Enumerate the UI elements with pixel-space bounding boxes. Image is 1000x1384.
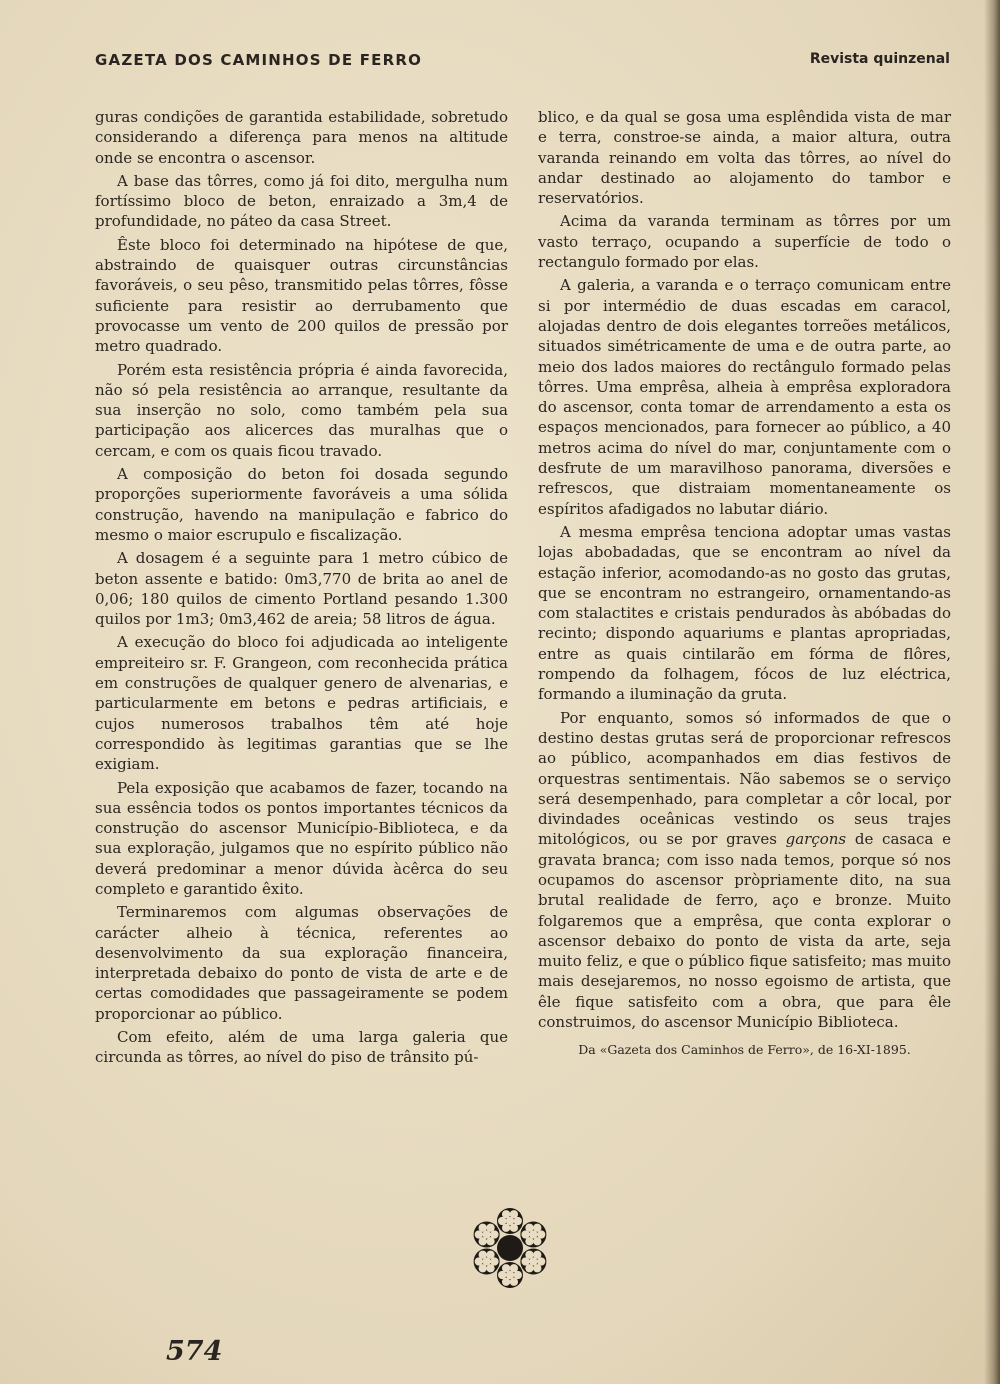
paragraph: A dosagem é a seguinte para 1 metro cúbico de beton assente e batido: 0m3,770 de brita ao anel de 0,06; 180 quilos de cimento Portland pesando 1.300 quilos por 1m3; 0m3,462 de areia; 58 litros de água.	[95, 549, 508, 629]
left-column	[95, 107, 508, 1071]
paragraph: blico, e da qual se gosa uma esplêndida vista de mar e terra, constroe-se ainda, a maior altura, outra varanda reinando em volta das tôrres, ao nível do andar destinado ao alojamento do tambor e reservatórios.	[538, 108, 951, 208]
paragraph: A execução do bloco foi adjudicada ao inteligente empreiteiro sr. F. Grangeon, com reconhecida prática em construções de qualquer genero de alvenarias, e particularmente em betons e pedras artificiais, e cujos numerosos trabalhos têm até hoje correspondido às legitimas garantias que se lhe exigiam.	[95, 633, 508, 774]
paragraph: Com efeito, além de uma larga galeria que circunda as tôrres, ao nível do piso de trânsito pú-	[95, 1028, 508, 1067]
paragraph: Acima da varanda terminam as tôrres por um vasto terraço, ocupando a superfície de todo o rectangulo formado por elas.	[538, 212, 951, 272]
wire-rope-cross-section-icon	[470, 1204, 550, 1292]
paragraph: Pela exposição que acabamos de fazer, tocando na sua essência todos os pontos importantes técnicos da construção do ascensor Município-Biblioteca, e da sua exploração, julgamos que no espírito público não deverá predominar a menor dúvida àcêrca do seu completo e garantido êxito.	[95, 778, 508, 898]
page-number: 574	[166, 1336, 223, 1367]
paragraph: A base das tôrres, como já foi dito, mergulha num fortíssimo bloco de beton, enraizado a 3m,4 de profundidade, no páteo da casa Street.	[95, 171, 508, 231]
paragraph	[538, 708, 951, 1033]
paragraph: A composição do beton foi dosada segundo proporções superiormente favoráveis a uma sólida construção, havendo na manipulação e fabrico do mesmo o maior escrupulo e fiscalização.	[95, 465, 508, 544]
paragraph: Êste bloco foi determinado na hipótese de que, abstraindo de quaisquer outras circunstâncias favoráveis, o seu pêso, transmitido pelas tôrres, fôsse suficiente para resistir ao derrubamento que provocasse um vento de 200 quilos de pressão por metro quadrado.	[95, 235, 508, 356]
paragraph-text: de casaca e gravata branca; com isso nada temos, porque só nos ocupamos do ascensor pròpriamente dito, na sua brutal realidade de ferro, aço e bronze. Muito folgaremos que a emprêsa, que conta explorar o ascensor debaixo do ponto de vista da arte, seja muito feliz, e que o público fique satisfeito; mas muito mais desejaremos, no nosso egoismo de artista, que êle fique satisfeito com a obra, que para êle construimos, do ascensor Município Biblioteca.	[538, 830, 951, 1032]
running-header-subtitle: Revista quinzenal	[809, 51, 950, 67]
paragraph: A mesma emprêsa tenciona adoptar umas vastas lojas abobadadas, que se encontram ao nível da estação inferior, acomodando-as no gosto das grutas, que se encontram no estrangeiro, ornamentando-as com stalactites e cristais pendurados às abóbadas do recinto; dispondo aquariums e plantas apropriadas, entre as quais cintilarão em fórma de flôres, rompendo da folhagem, fócos de luz eléctrica, formando a iluminação da gruta.	[538, 522, 951, 704]
right-column	[538, 107, 951, 1061]
paragraph: Porém esta resistência própria é ainda favorecida, não só pela resistência ao arranque, resultante da sua inserção no solo, como também pela sua participação aos alicerces das muralhas que o cercam, e com os quais ficou travado.	[95, 360, 508, 460]
paragraph: guras condições de garantida estabilidade, sobretudo considerando a diferença para menos na altitude onde se encontra o ascensor.	[95, 108, 508, 167]
paragraph: A galeria, a varanda e o terraço comunicam entre si por intermédio de duas escadas em caracol, alojadas dentro de dois elegantes torreões metálicos, situados simétricamente de uma e de outra parte, ao meio dos lados maiores do rectângulo formado pelas tôrres. Uma emprêsa, alheia à emprêsa exploradora do ascensor, conta tomar de arrendamento a esta os espaços mencionados, para fornecer ao público, a 40 metros acima do nível do mar, conjuntamente com o desfrute de um maravilhoso panorama, diversões e refrescos, que distraiam momentaneamente os espíritos afadigados no labutar diário.	[538, 276, 951, 518]
italic-term: garçons	[785, 830, 847, 849]
source-credit: Da «Gazeta dos Caminhos de Ferro», de 16-XI-1895.	[578, 1042, 911, 1058]
paragraph-text: Por enquanto, somos só informados de que o destino destas grutas será de proporcionar refrescos ao público, acompanhados em dias festivos de orquestras sentimentais. Não sabemos se o serviço será desempenhado, para completar a côr local, por divindades oceânicas vestindo os seus trajes mitológicos, ou se por graves	[538, 708, 951, 849]
paragraph: Terminaremos com algumas observações de carácter alheio à técnica, referentes ao desenvolvimento da sua exploração financeira, interpretada debaixo do ponto de vista de arte e de certas comodidades que passageiramente se podem proporcionar ao público.	[95, 903, 508, 1023]
running-header-title: GAZETA DOS CAMINHOS DE FERRO	[95, 51, 423, 69]
book-spine-shadow	[984, 0, 1000, 1384]
